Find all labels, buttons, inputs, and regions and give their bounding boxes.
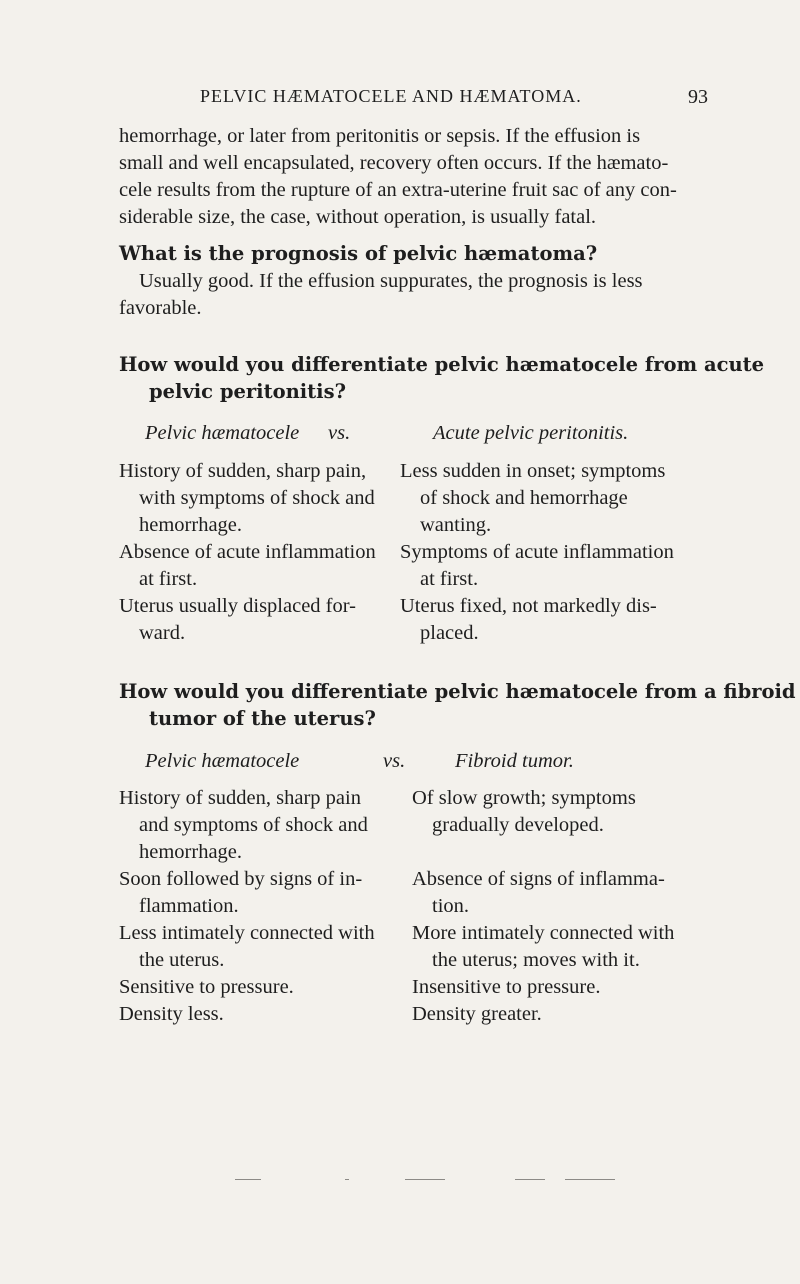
hematocele-entry: [119, 785, 419, 866]
entry-line: of shock and hemorrhage: [420, 487, 628, 509]
entry-line: hemorrhage.: [139, 514, 243, 536]
entry-line: Absence of signs of inflamma-: [412, 868, 665, 890]
entry-line: Absence of acute inflammation: [119, 541, 376, 563]
running-head: [0, 86, 800, 110]
vs-label: vs.: [328, 422, 351, 444]
fibroid-entry: [412, 1001, 712, 1028]
entry-line: with symptoms of shock and: [139, 487, 375, 509]
print-smudge-marks: [225, 1173, 645, 1187]
entry-line: Of slow growth; symptoms: [412, 787, 636, 809]
peritonitis-entry: [400, 539, 700, 593]
hematocele-entry: [119, 593, 419, 647]
entry-line: Symptoms of acute inflammation: [400, 541, 674, 563]
peritonitis-entry: [400, 593, 700, 647]
peritonitis-entry: [400, 458, 700, 539]
hematocele-entry: [119, 458, 419, 539]
entry-line: placed.: [420, 622, 479, 644]
entry-line: tion.: [432, 895, 470, 917]
entry-line: and symptoms of shock and: [139, 814, 368, 836]
right-column-heading: Fibroid tumor.: [455, 750, 574, 772]
entry-line: History of sudden, sharp pain,: [119, 460, 367, 482]
entry-line: Uterus usually displaced for-: [119, 595, 356, 617]
left-column-heading: Pelvic hæmatocele: [145, 422, 300, 444]
entry-line: History of sudden, sharp pain: [119, 787, 361, 809]
entry-line: ward.: [139, 622, 186, 644]
hematocele-entry: [119, 866, 419, 920]
question-line: pelvic peritonitis?: [149, 380, 346, 403]
fibroid-entry: [412, 866, 712, 920]
fibroid-entry: [412, 785, 712, 839]
question-differentiate-peritonitis: [119, 351, 765, 405]
page-number: 93: [688, 86, 708, 108]
entry-line: Insensitive to pressure.: [412, 976, 601, 998]
entry-line: the uterus; moves with it.: [432, 949, 640, 971]
entry-line: at first.: [420, 568, 479, 590]
entry-line: wanting.: [420, 514, 492, 536]
left-column-heading: Pelvic hæmatocele: [145, 750, 300, 772]
hematocele-entry: [119, 539, 419, 593]
answer-line: Usually good. If the effusion suppurates, the prognosis is less: [139, 270, 643, 292]
fibroid-entry: [412, 974, 712, 1001]
answer-prognosis-hematoma: [119, 268, 703, 322]
intro-line: hemorrhage, or later from peritonitis or sepsis. If the effusion is: [119, 125, 641, 147]
entry-line: Less intimately connected with: [119, 922, 375, 944]
entry-line: Uterus fixed, not markedly dis-: [400, 595, 657, 617]
question-line: tumor of the uterus?: [149, 707, 376, 730]
hematocele-entry: [119, 920, 419, 974]
entry-line: gradually developed.: [432, 814, 604, 836]
entry-line: hemorrhage.: [139, 841, 243, 863]
question-prognosis-hematoma: [119, 240, 719, 267]
entry-line: More intimately connected with: [412, 922, 675, 944]
entry-line: the uterus.: [139, 949, 225, 971]
fibroid-entry: [412, 920, 712, 974]
running-title: PELVIC HÆMATOCELE AND HÆMATOMA.: [200, 86, 582, 106]
vs-label: vs.: [383, 750, 406, 772]
hematocele-entry: [119, 1001, 419, 1028]
entry-line: at first.: [139, 568, 198, 590]
question-line: How would you differentiate pelvic hæmatocele from acute: [119, 353, 765, 376]
entry-line: Soon followed by signs of in-: [119, 868, 363, 890]
right-column-heading: Acute pelvic peritonitis.: [433, 422, 629, 444]
intro-line: small and well encapsulated, recovery often occurs. If the hæmato-: [119, 152, 669, 174]
question-differentiate-fibroid: [119, 678, 796, 732]
entry-line: Density less.: [119, 1003, 224, 1025]
entry-line: Sensitive to pressure.: [119, 976, 294, 998]
entry-line: Density greater.: [412, 1003, 542, 1025]
question-line: How would you differentiate pelvic hæmatocele from a fibroid: [119, 680, 796, 703]
question-text: What is the prognosis of pelvic hæmatoma?: [119, 242, 598, 265]
hematocele-entry: [119, 974, 419, 1001]
intro-paragraph: [119, 123, 703, 231]
answer-line: favorable.: [119, 297, 202, 319]
entry-line: Less sudden in onset; symptoms: [400, 460, 666, 482]
entry-line: flammation.: [139, 895, 239, 917]
intro-line: cele results from the rupture of an extra-uterine fruit sac of any con-: [119, 179, 677, 201]
intro-line: siderable size, the case, without operation, is usually fatal.: [119, 206, 597, 228]
